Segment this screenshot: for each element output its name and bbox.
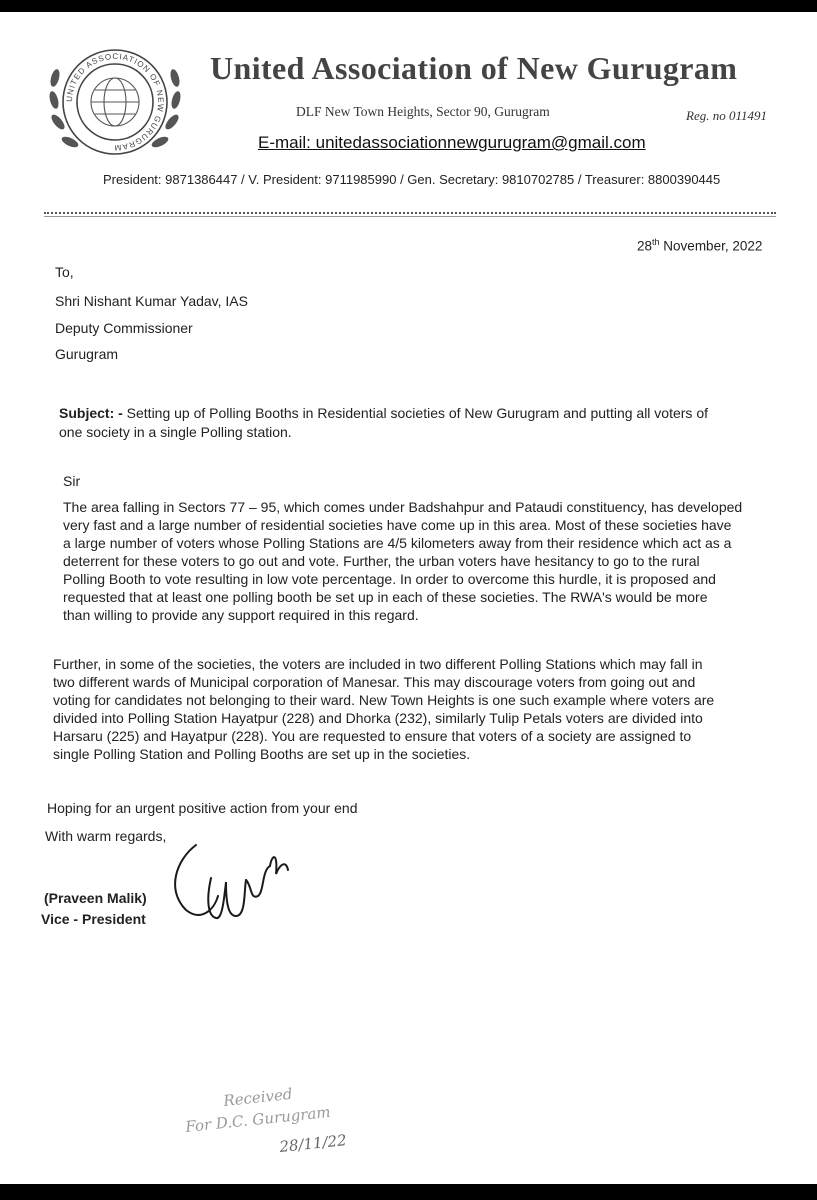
bottom-scan-border — [0, 1184, 817, 1200]
signatory-name: (Praveen Malik) — [44, 890, 147, 906]
body-line: than willing to provide any support required in this regard. — [63, 607, 419, 623]
organization-email[interactable]: E-mail: unitedassociationnewgurugram@gmail.com — [258, 133, 646, 152]
organization-name: United Association of New Gurugram — [210, 50, 738, 86]
closing-line: Hoping for an urgent positive action from your end — [47, 800, 358, 816]
body-paragraph-2 — [53, 656, 714, 764]
body-line: The area falling in Sectors 77 – 95, which comes under Badshahpur and Pataudi constituency, has developed — [63, 499, 743, 515]
letter-date: 28th November, 2022 — [637, 237, 763, 254]
body-line: requested that at least one polling booth be set up in each of these societies. The RWA's would be more — [63, 589, 708, 605]
recipient-city: Gurugram — [55, 346, 119, 362]
officers-contacts: President: 9871386447 / V. President: 9711985990 / Gen. Secretary: 9810702785 / Treasurer: 8800390445 — [103, 172, 721, 187]
top-scan-border — [0, 0, 817, 12]
handwritten-signature — [166, 830, 306, 925]
body-line: deterrent for these voters to go out and vote. Further, the urban voters have hesitancy to go to the rural — [63, 553, 700, 569]
stamp-date-text: 28/11/22 — [278, 1131, 348, 1156]
body-line: two different wards of Municipal corporation of Manesar. This may discourage voters from going out and — [53, 674, 696, 690]
received-stamp — [180, 1080, 380, 1160]
body-line: a large number of voters whose Polling Stations are 4/5 kilometers away from their residence which act as a — [63, 535, 732, 551]
signatory-title: Vice - President — [41, 911, 146, 927]
closing-regards: With warm regards, — [45, 828, 167, 844]
body-line: very fast and a large number of residential societies have come up in this area. Most of these societies have — [63, 517, 732, 533]
body-paragraph-1 — [63, 499, 742, 625]
organization-address: DLF New Town Heights, Sector 90, Gurugram — [296, 104, 550, 119]
body-line: single Polling Station and Polling Booths are set up in the societies. — [53, 746, 471, 762]
stamp-office-text: For D.C. Gurugram — [184, 1102, 332, 1136]
registration-number: Reg. no 011491 — [686, 108, 767, 123]
stamp-received-text: Received — [222, 1084, 294, 1110]
recipient-designation: Deputy Commissioner — [55, 320, 193, 336]
letterhead-divider — [44, 212, 776, 214]
body-line: Polling Booth to vote resulting in low vote percentage. In order to overcome this hurdle, it is proposed and — [63, 571, 716, 587]
body-line: Further, in some of the societies, the voters are included in two different Polling Stations which may fall in — [53, 656, 703, 672]
salutation: Sir — [63, 473, 81, 489]
association-seal-logo — [40, 30, 190, 170]
subject-line-2: one society in a single Polling station. — [59, 424, 292, 440]
letterhead-divider-line — [44, 216, 776, 217]
body-line: Harsaru (225) and Hayatpur (228). You are requested to ensure that voters of a society are assigned to — [53, 728, 692, 744]
subject-line-1: Subject: - Setting up of Polling Booths in Residential societies of New Gurugram and putting all voters of — [59, 405, 708, 421]
seal-text: UNITED ASSOCIATION OF NEW GURUGRAM — [64, 51, 166, 153]
recipient-to: To, — [55, 264, 74, 280]
body-line: divided into Polling Station Hayatpur (228) and Dhorka (232), similarly Tulip Petals voters are divided into — [53, 710, 703, 726]
recipient-name: Shri Nishant Kumar Yadav, IAS — [55, 293, 248, 309]
body-line: voting for candidates not belonging to their ward. New Town Heights is one such example where voters are — [53, 692, 715, 708]
